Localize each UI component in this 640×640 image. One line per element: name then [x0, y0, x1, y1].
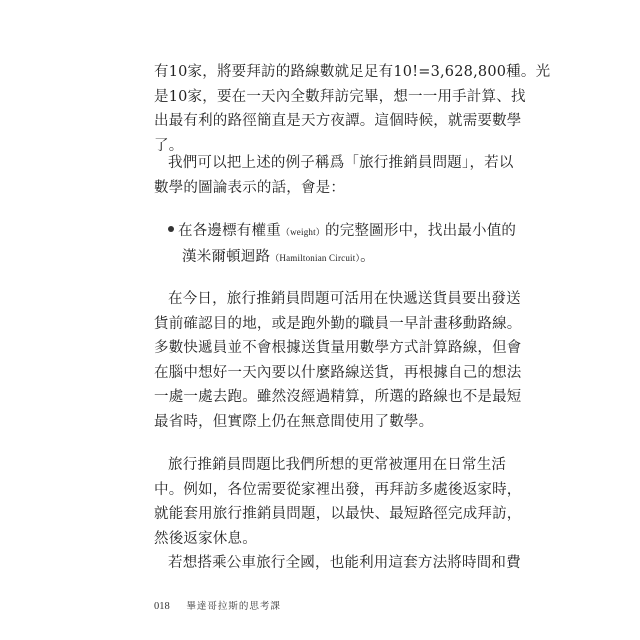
- paragraph-daily-life: [154, 453, 522, 551]
- page-footer: [154, 598, 281, 612]
- paragraph-intro: [154, 60, 551, 158]
- book-title: 畢達哥拉斯的思考課: [186, 601, 281, 612]
- bullet-note: （Hamiltonian Circuit）: [270, 252, 361, 263]
- text-line: 若想搭乘公車旅行全國，也能利用這套方法將時間和費: [168, 555, 521, 571]
- text-line: 數學的圖論表示的話，會是：: [154, 179, 346, 196]
- text-line: 一處一處去跑。雖然沒經過精算，所選的路線也不是最短: [154, 389, 522, 406]
- text-line: 是10家，要在一天內全數拜訪完畢，想一一用手計算、找: [154, 88, 526, 105]
- paragraph-today: [154, 287, 522, 435]
- bullet-text: 漢米爾頓迴路: [182, 248, 271, 265]
- text-line: 有10家，將要拜訪的路線數就足足有10!=3,628,800種。光: [154, 64, 551, 80]
- bullet-definition: [168, 219, 517, 270]
- paragraph-bus: [154, 551, 521, 576]
- text-line: 了。: [154, 137, 184, 154]
- text-line: 貨前確認目的地，或是跑外勤的職員一早計畫移動路線。: [154, 315, 522, 332]
- bullet-line: [168, 219, 517, 245]
- bullet-note: （weight）: [280, 227, 326, 237]
- paragraph-definition: [154, 151, 514, 200]
- text-line: 然後返家休息。: [154, 530, 257, 547]
- bullet-line: [168, 245, 478, 271]
- text-line: 就能套用旅行推銷員問題，以最快、最短路徑完成拜訪，: [154, 506, 522, 523]
- page-number: 018: [154, 601, 170, 612]
- bullet-text: 在各邊標有權重: [178, 223, 281, 239]
- text-line: 中。例如，各位需要從家裡出發，再拜訪多處後返家時，: [154, 481, 522, 498]
- bullet-text: 的完整圖形中，找出最小值的: [325, 223, 517, 239]
- text-line: 最省時，但實際上仍在無意間使用了數學。: [154, 413, 434, 430]
- text-line: 在腦中想好一天內要以什麼路線送貨，再根據自己的想法: [154, 364, 522, 381]
- text-line: 在今日，旅行推銷員問題可活用在快遞送貨員要出發送: [168, 291, 521, 307]
- text-line: 我們可以把上述的例子稱爲「旅行推銷員問題」，若以: [168, 155, 514, 171]
- bullet-dot-icon: [168, 226, 174, 232]
- text-line: 出最有利的路徑簡直是天方夜譚。這個時候，就需要數學: [154, 113, 522, 130]
- bullet-text: 。: [360, 248, 375, 265]
- text-line: 旅行推銷員問題比我們所想的更常被運用在日常生活: [168, 457, 507, 473]
- text-line: 多數快遞員並不會根據送貨量用數學方式計算路線，但會: [154, 340, 522, 357]
